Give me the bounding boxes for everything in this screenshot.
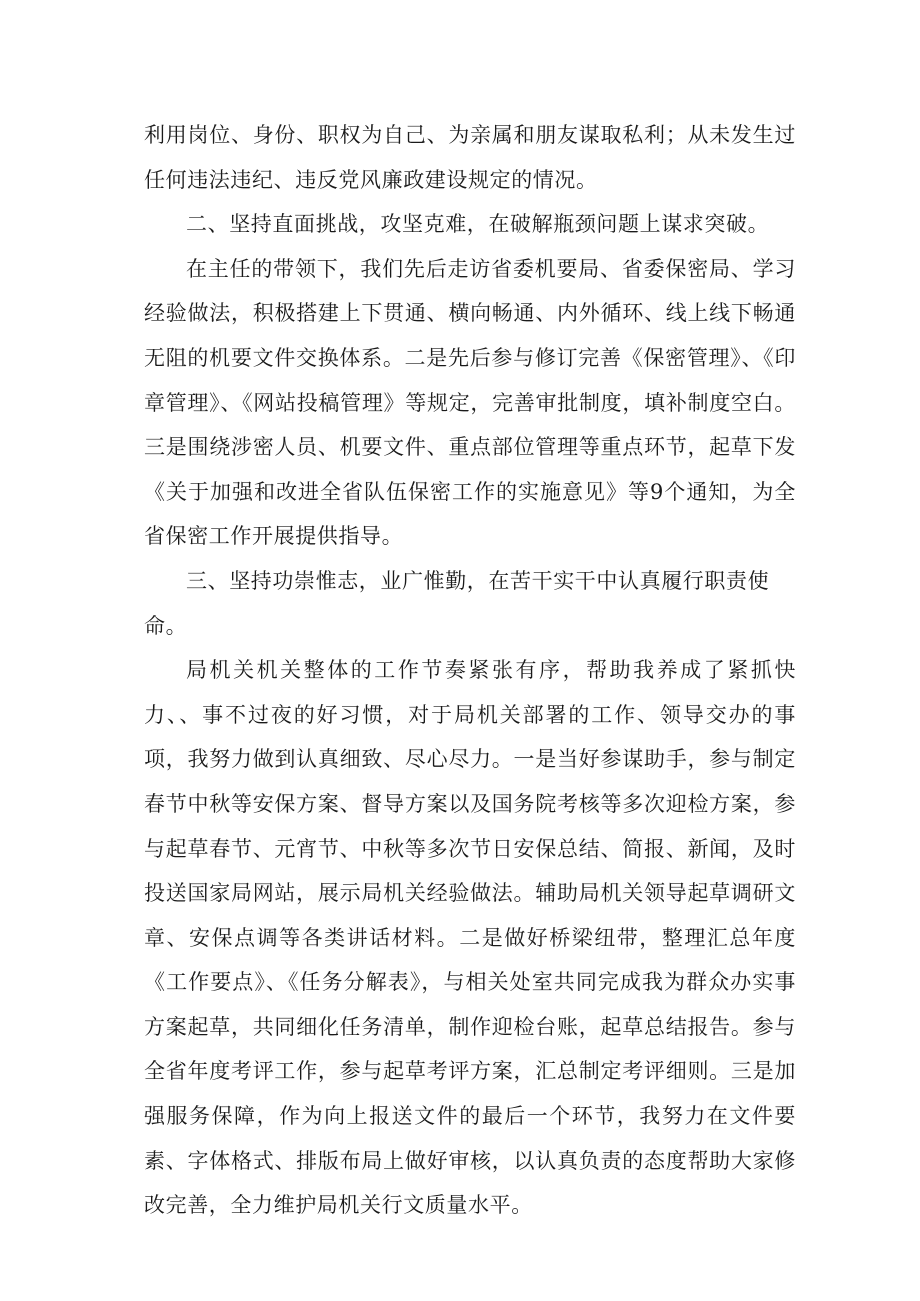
body-paragraph-three: 局机关机关整体的工作节奏紧张有序，帮助我养成了紧抓快力、、事不过夜的好习惯，对于局机关部署的工作、领导交办的事项，我努力做到认真细致、尽心尽力。一是当好参谋助手，参与制定春节中秋等安保方案、督导方案以及国务院考核等多次迎检方案，参与起草春节、元宵节、中秋等多次节日安保总结、简报、新闻，及时投送国家局网站，展示局机关经验做法。辅助局机关领导起草调研文章、安保点调等各类讲话材料。二是做好桥梁纽带，整理汇总年度《工作要点》、《任务分解表》，与相关处室共同完成我为群众办实事方案起草，共同细化任务清单，制作迎检台账，起草总结报告。参与全省年度考评工作，参与起草考评方案，汇总制定考评细则。三是加强服务保障，作为向上报送文件的最后一个环节，我努力在文件要素、字体格式、排版布局上做好审核，以认真负责的态度帮助大家修改完善，全力维护局机关行文质量水平。: [144, 658, 796, 1218]
document-page: [144, 113, 796, 1228]
section-heading-three: 三、坚持功崇惟志，业广惟勤，在苦干实干中认真履行职责使命。: [144, 568, 770, 638]
continuation-paragraph: 利用岗位、身份、职权为自己、为亲属和朋友谋取私利；从未发生过任何违法违纪、违反党风廉政建设规定的情况。: [144, 123, 796, 192]
body-paragraph-two: 在主任的带领下，我们先后走访省委机要局、省委保密局、学习经验做法，积极搭建上下贯通、横向畅通、内外循环、线上线下畅通无阻的机要文件交换体系。二是先后参与修订完善《保密管理》、《印章管理》、《网站投稿管理》等规定，完善审批制度，填补制度空白。三是围绕涉密人员、机要文件、重点部位管理等重点环节，起草下发《关于加强和改进全省队伍保密工作的实施意见》等9个通知，为全省保密工作开展提供指导。: [144, 256, 796, 549]
section-heading-two: 二、坚持直面挑战，攻坚克难，在破解瓶颈问题上谋求突破。: [186, 212, 770, 237]
